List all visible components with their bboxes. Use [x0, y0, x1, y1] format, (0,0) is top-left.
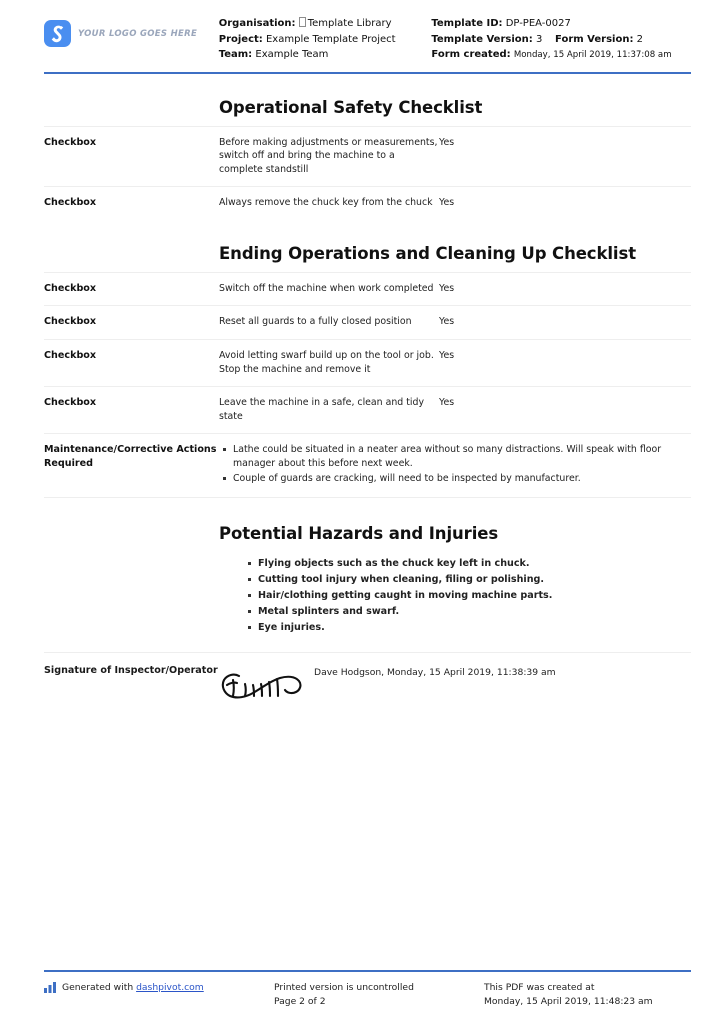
- header-meta-left: [219, 16, 432, 63]
- dashpivot-logo-icon: [44, 20, 71, 47]
- footer-created-block: [484, 981, 691, 1008]
- template-id-label: Template ID:: [431, 18, 503, 29]
- table-row: [44, 386, 691, 433]
- list-item: Lathe could be situated in a neater area without so many distractions. Will speak with floor manager about this before next week.: [233, 443, 691, 471]
- row-label: Checkbox: [44, 197, 97, 209]
- table-row: [44, 186, 691, 220]
- list-item: Flying objects such as the chuck key left in chuck.: [258, 557, 691, 572]
- row-value: Yes: [439, 282, 455, 294]
- table-row: [44, 305, 691, 339]
- template-version-value: 3: [535, 33, 543, 45]
- dashpivot-link[interactable]: dashpivot.com: [136, 982, 204, 993]
- organisation-label: Organisation:: [218, 18, 296, 29]
- row-description: Always remove the chuck key from the chuck: [219, 197, 433, 209]
- row-description: Leave the machine in a safe, clean and tidy state: [219, 397, 425, 422]
- logo-block: [44, 16, 219, 47]
- page-number-text: Page 2 of 2: [274, 995, 326, 1007]
- row-value: Yes: [439, 197, 455, 209]
- section-title-ending-operations: Ending Operations and Cleaning Up Checklist: [219, 243, 636, 263]
- table-row: [44, 339, 691, 386]
- team-label: Team:: [218, 49, 253, 60]
- row-value: Yes: [439, 350, 455, 362]
- form-created-value: Monday, 15 April 2019, 11:37:08 am: [513, 50, 672, 60]
- footer-divider: [44, 970, 691, 972]
- document-content: [0, 74, 723, 711]
- hazards-list-wrap: [44, 557, 691, 652]
- row-value: Yes: [439, 316, 455, 328]
- project-value: Example Template Project: [265, 33, 396, 45]
- logo-glyph-icon: [44, 20, 71, 47]
- list-item: Metal splinters and swarf.: [258, 605, 691, 620]
- row-description: Reset all guards to a fully closed position: [219, 316, 412, 328]
- template-id-line: [431, 16, 691, 32]
- row-description: Avoid letting swarf build up on the tool or job. Stop the machine and remove it: [219, 350, 434, 375]
- row-label: Checkbox: [44, 397, 97, 409]
- template-version-label: Template Version:: [431, 33, 533, 45]
- list-item: Hair/clothing getting caught in moving machine parts.: [258, 589, 691, 604]
- form-created-label: Form created:: [431, 49, 511, 60]
- missing-glyph-icon: [299, 17, 306, 27]
- footer-generated-block: [44, 981, 274, 1008]
- project-line: [219, 32, 432, 48]
- form-version-value: 2: [636, 33, 644, 45]
- table-row: [44, 126, 691, 187]
- hazards-spacer: [44, 557, 244, 636]
- footer-generated-text: [62, 981, 204, 995]
- row-label: Checkbox: [44, 316, 97, 328]
- table-row: [44, 272, 691, 306]
- organisation-value: Template Library: [307, 18, 392, 29]
- row-label: Checkbox: [44, 136, 97, 148]
- team-value: Example Team: [255, 49, 329, 60]
- printed-uncontrolled-text: Printed version is uncontrolled: [274, 982, 414, 993]
- section-title-operational-safety: Operational Safety Checklist: [219, 97, 483, 117]
- row-description: Switch off the machine when work completed: [219, 282, 434, 294]
- maintenance-items: [219, 443, 691, 487]
- pdf-created-timestamp: Monday, 15 April 2019, 11:48:23 am: [484, 995, 653, 1007]
- handwritten-signature: [219, 662, 314, 710]
- row-value: Yes: [439, 397, 455, 409]
- generated-prefix: Generated with: [62, 982, 134, 993]
- team-line: [219, 47, 432, 63]
- bar-chart-icon: [44, 982, 57, 993]
- maintenance-actions-row: [44, 433, 691, 497]
- list-item: Cutting tool injury when cleaning, filing or polishing.: [258, 573, 691, 588]
- pdf-created-label: This PDF was created at: [484, 982, 595, 993]
- project-label: Project:: [218, 33, 263, 45]
- list-item: Eye injuries.: [258, 621, 691, 636]
- signature-row: [44, 652, 691, 710]
- section-title-potential-hazards: Potential Hazards and Injuries: [219, 524, 499, 544]
- document-header: [0, 0, 723, 64]
- document-footer: [0, 970, 723, 1024]
- form-created-line: [431, 47, 691, 64]
- list-item: Couple of guards are cracking, will need to be inspected by manufacturer.: [233, 472, 691, 486]
- signature-name-timestamp: Dave Hodgson, Monday, 15 April 2019, 11:38:39 am: [314, 667, 556, 679]
- footer-printed-block: [274, 981, 484, 1008]
- row-description: Before making adjustments or measurements, switch off and bring the machine to a complete standstill: [219, 136, 438, 175]
- maintenance-label: Maintenance/Corrective Actions Required: [44, 444, 217, 469]
- row-label: Checkbox: [44, 350, 97, 362]
- header-meta-right: [431, 16, 691, 64]
- version-line: [431, 32, 691, 48]
- signature-label: Signature of Inspector/Operator: [44, 665, 218, 677]
- logo-text: YOUR LOGO GOES HERE: [78, 28, 198, 39]
- signature-icon: [219, 662, 309, 706]
- hazards-items: [244, 557, 691, 636]
- row-label: Checkbox: [44, 282, 97, 294]
- form-version-label: Form Version:: [555, 33, 634, 45]
- row-value: Yes: [439, 136, 455, 148]
- template-id-value: DP-PEA-0027: [505, 18, 571, 29]
- organisation-line: [219, 16, 432, 32]
